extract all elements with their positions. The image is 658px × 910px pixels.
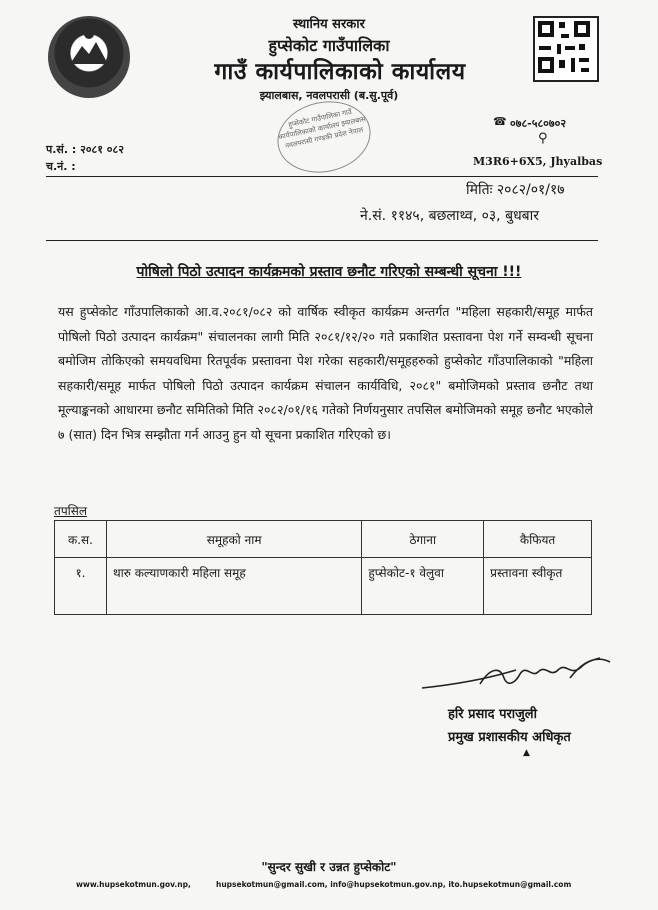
selection-table — [54, 520, 592, 615]
phone-icon: ☎ — [493, 115, 507, 128]
plus-code: M3R6+6X5, Jhyalbas — [473, 155, 603, 168]
cell-group-name: थारु कल्याणकारी महिला समूह — [106, 558, 361, 615]
table-row — [55, 558, 592, 615]
table-header-row — [55, 521, 592, 558]
header-office-name: गाउँ कार्यपालिकाको कार्यालय — [214, 59, 466, 85]
section-divider — [46, 240, 598, 241]
header-municipality-name: हुप्सेकोट गाउँपालिका — [268, 36, 390, 55]
phone-number: ०७८-५८०७०२ — [510, 117, 567, 130]
col-header-address: ठेगाना — [362, 521, 484, 558]
header-divider — [46, 176, 598, 177]
col-header-remarks: कैफियत — [484, 521, 592, 558]
cell-address: हुप्सेकोट-१ वेलुवा — [362, 558, 484, 615]
footer-emails: hupsekotmun@gmail.com, info@hupsekotmun.gov.np, ito.hupsekotmun@gmail.com — [216, 880, 572, 889]
caret-mark: ▲ — [523, 748, 530, 758]
notice-body: यस हुप्सेकोट गाँउपालिकाको आ.व.२०८१/०८२ को वार्षिक स्वीकृत कार्यक्रम अन्तर्गत "महिला सहकारी/समूह मार्फत पोषिलो पिठो उत्पादन कार्यक्रम" संचालनका लागी मिति २०८१/१२/२० गते प्रकाशित प्रस्तावना पेश गर्ने सम्वन्धी सूचना बमोजिम तोकिएको समयवधिमा रितपूर्वक प्रस्तावना पेश गरेका सहकारी/समूहहरुको हुप्सेकोट गाँउपालिकाको "महिला सहकारी/समूह मार्फत पोषिलो पिठो उत्पादन कार्यक्रम संचालन कार्यविधि, २०८१" बमोजिमको प्रस्ताव छनौट तथा मूल्याङ्कनको आधारमा छनौट समितिको मिति २०८२/०१/१६ गतेको निर्णयनुसार तपसिल बमोजिमको समूह छनौट भएकोले ७ (सात) दिन भित्र सम्झौता गर्न आउनु हुन यो सूचना प्रकाशित गरिएको छ। — [58, 304, 593, 442]
date-bs: मितिः २०८२/०१/१७ — [466, 182, 565, 198]
header-local-government: स्थानिय सरकार — [293, 17, 365, 32]
cell-remarks: प्रस्तावना स्वीकृत — [484, 558, 592, 615]
handwritten-signature — [420, 648, 620, 698]
office-seal-stamp: हुप्सेकोट गाउँपालिका गाउँ कार्यपालिकाको कार्यालय झ्यालबास नवलपरासी गण्डकी प्रदेश नेपाल — [271, 93, 377, 181]
qr-code-icon — [533, 16, 599, 82]
notice-subject-text: पोषिलो पिठो उत्पादन कार्यक्रमको प्रस्ताव छनौट गरिएको सम्बन्धी सूचना !!! — [136, 264, 522, 280]
date-nepal-sambat: ने.सं. ११४५, बछलाथ्व, ०३, बुधबार — [360, 208, 540, 224]
signatory-title: प्रमुख प्रशासकीय अधिकृत — [448, 730, 571, 745]
map-pin-icon: ⚲ — [538, 131, 548, 146]
col-header-sn: क.स. — [55, 521, 107, 558]
signatory-name: हरि प्रसाद पराजुली — [448, 707, 537, 722]
chalani-number: च.नं. : — [46, 160, 76, 173]
footer-website: www.hupsekotmun.gov.np, — [76, 880, 191, 889]
table-caption: तपसिल — [54, 504, 88, 518]
notice-subject — [0, 262, 658, 281]
col-header-group-name: समूहको नाम — [106, 521, 361, 558]
footer-slogan: "सुन्दर सुखी र उन्नत हुप्सेकोट" — [261, 860, 397, 874]
cell-sn: १. — [55, 558, 107, 615]
header-address: झ्यालबास, नवलपरासी (ब.सु.पूर्व) — [259, 89, 399, 102]
patra-sankhya: प.सं. : २०८१ ०८२ — [46, 143, 124, 156]
